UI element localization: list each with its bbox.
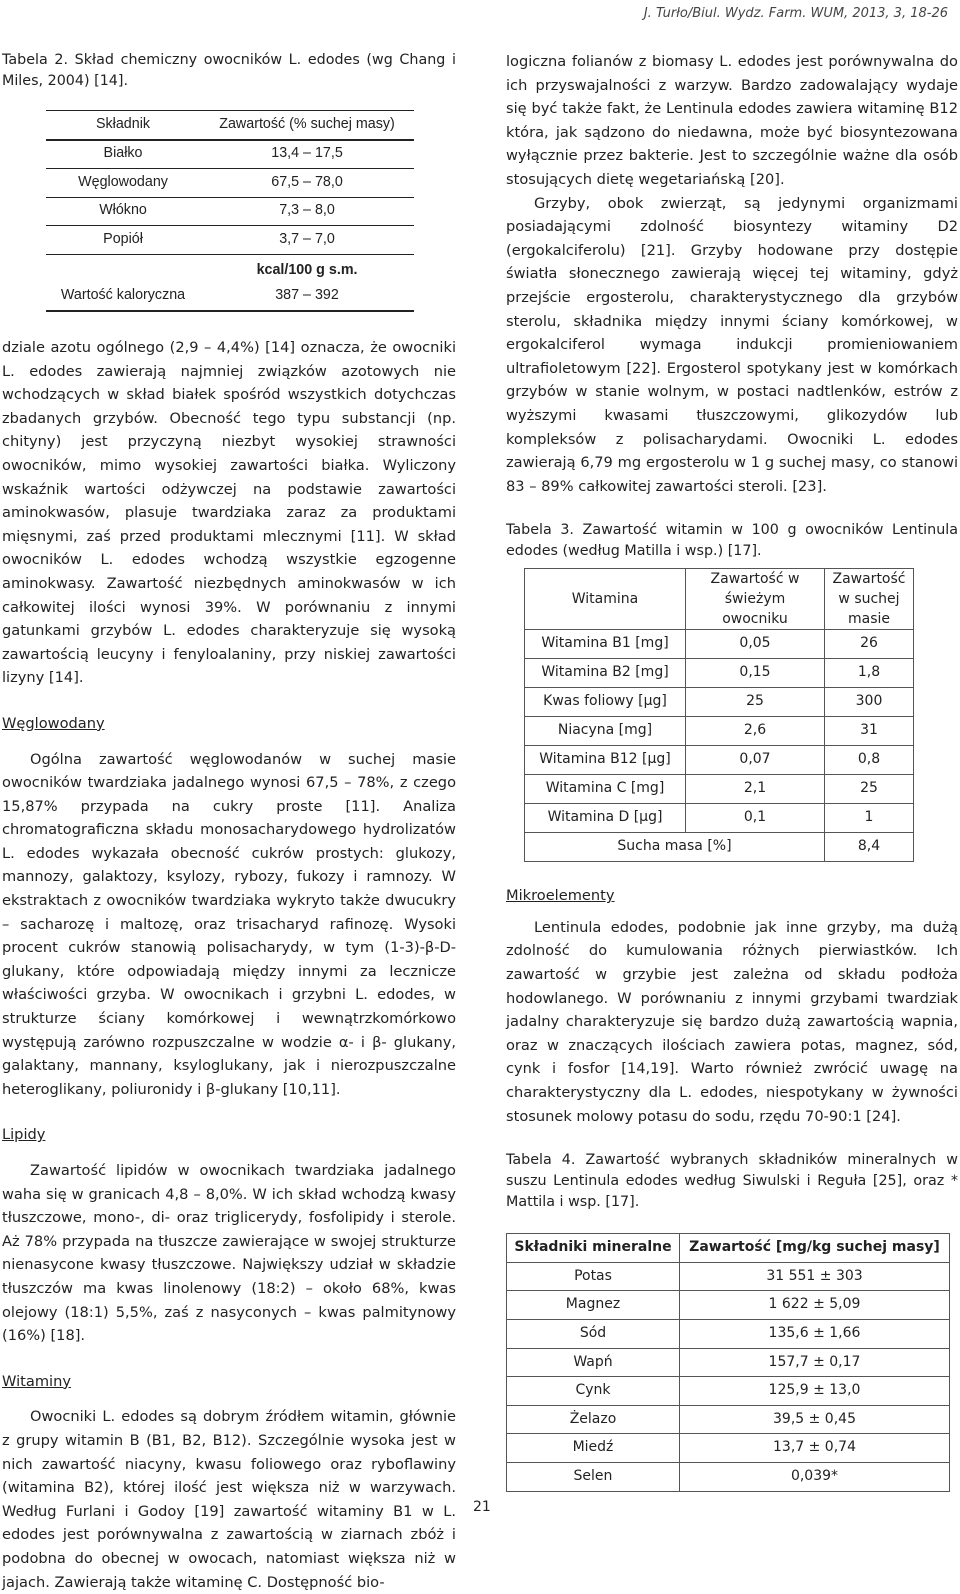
table-cell: Witamina B2 [mg] [525, 659, 686, 688]
table4 [506, 1233, 950, 1491]
table-cell: 1,8 [825, 659, 914, 688]
section-heading-vitamins: Witaminy [2, 1372, 71, 1390]
table-cell: 26 [825, 630, 914, 659]
table-cell: Popiół [46, 226, 200, 255]
table-cell: 2,6 [686, 717, 825, 746]
table-cell: Sucha masa [%] [525, 833, 825, 862]
table-cell: 1 [825, 804, 914, 833]
table4-caption: Tabela 4. Zawartość wybranych składników mineralnych w suszu Lentinula edodes według Siwulski i Reguła [25], oraz * Mattila i wsp. [17]. [506, 1152, 958, 1211]
section-heading-lipids: Lipidy [2, 1126, 46, 1144]
table-cell: Kwas foliowy [µg] [525, 688, 686, 717]
table-row [507, 1291, 950, 1320]
table-cell: Węglowodany [46, 169, 200, 198]
table-header-row [525, 569, 914, 630]
table-header-row [46, 111, 414, 140]
table-cell: 31 551 ± 303 [680, 1262, 950, 1291]
table-header-cell: Składniki mineralne [507, 1234, 680, 1263]
table-header-cell: Zawartość (% suchej masy) [200, 111, 414, 140]
table-cell: 300 [825, 688, 914, 717]
table-cell: 1 622 ± 5,09 [680, 1291, 950, 1320]
paragraph-folates: logiczna folianów z biomasy L. edodes jest porównywalna do ich przyswajalności z warzyw. Bardzo zadowalający wydaje się być także fakt, że Lentinula edodes zawiera witaminę B12 która, jak sądzono do niedawna, może być biosyntezowana wyłącznie przez bakterie. Jest to szczególnie ważne dla osób stosujących dietę wegetariańską [20]. [506, 53, 958, 188]
right-column [506, 50, 958, 1492]
paragraph-vitamins: Owocniki L. edodes są dobrym źródłem witamin, głównie z grupy witamin B (B1, B2, B12). Szczególnie wysoka jest w nich zawartość niacyny, kwasu foliowego oraz ryboflawiny (witamina B2), której ilość jest większa niż w warzywach. Według Furlani i Godoy [19] zawartość witaminy B1 w L. edodes jest porównywalna z zawartością w ziarnach zbóż i podobna do obecnej w owocach, natomiast większa niż w jajach. Zawierają także witaminę C. Dostępność bio- [2, 1408, 456, 1591]
table-row [525, 717, 914, 746]
table-cell: 31 [825, 717, 914, 746]
table-header-cell: Zawartość [mg/kg suchej masy] [680, 1234, 950, 1263]
table-cell: Witamina C [mg] [525, 775, 686, 804]
table-row [46, 283, 414, 312]
table2 [46, 110, 414, 312]
table-row [525, 804, 914, 833]
table-cell: 39,5 ± 0,45 [680, 1405, 950, 1434]
table3 [524, 568, 914, 862]
table-row [507, 1348, 950, 1377]
table-cell: Miedź [507, 1434, 680, 1463]
table-cell: Wapń [507, 1348, 680, 1377]
table-row [525, 746, 914, 775]
table-row [525, 659, 914, 688]
table-cell: 13,7 ± 0,74 [680, 1434, 950, 1463]
table-row [507, 1377, 950, 1406]
table2-caption: Tabela 2. Skład chemiczny owocników L. edodes (wg Chang i Miles, 2004) [14]. [2, 52, 456, 89]
section-heading-microelements: Mikroelementy [506, 887, 615, 905]
table-cell: 25 [825, 775, 914, 804]
table-row [525, 775, 914, 804]
table-cell: 0,039* [680, 1462, 950, 1491]
table-row [46, 254, 414, 283]
table3-caption: Tabela 3. Zawartość witamin w 100 g owocników Lentinula edodes (według Matilla i wsp.) [17]. [506, 522, 958, 560]
table-cell: 7,3 – 8,0 [200, 197, 414, 226]
table-row [525, 833, 914, 862]
table-header-row [507, 1234, 950, 1263]
table-row [507, 1320, 950, 1349]
table-cell: Białko [46, 140, 200, 169]
table-cell: Żelazo [507, 1405, 680, 1434]
section-heading-carbohydrates: Węglowodany [2, 714, 105, 732]
table-row [525, 630, 914, 659]
running-header: J. Turło/Biul. Wydz. Farm. WUM, 2013, 3, 18-26 [643, 6, 948, 21]
table-cell: 0,8 [825, 746, 914, 775]
table-cell: 0,07 [686, 746, 825, 775]
table-header-cell: Zawartość w suchej masie [825, 569, 914, 630]
table-row [46, 169, 414, 198]
table-cell: 135,6 ± 1,66 [680, 1320, 950, 1349]
table-row [46, 226, 414, 255]
table-cell: 0,05 [686, 630, 825, 659]
paragraph-microelements: Lentinula edodes, podobnie jak inne grzyby, ma dużą zdolność do kumulowania różnych pierwiastków. Ich zawartość w grzybie jest zależna od składu podłoża hodowlanego. W porównaniu z innymi grzybami twardziak jadalny charakteryzuje się bardzo dużą zawartością wapnia, oraz w znaczących ilościach zawiera potas, magnez, sód, cynk i fosfor [14,19]. Warto również zwrócić uwagę na charakterystyczny dla L. edodes, niespotykany w żywności stosunek molowy potasu do sodu, rzędu 70-90:1 [24]. [506, 918, 958, 1125]
table-cell: Witamina B1 [mg] [525, 630, 686, 659]
table-cell: 13,4 – 17,5 [200, 140, 414, 169]
table-row [46, 140, 414, 169]
table-cell: 67,5 – 78,0 [200, 169, 414, 198]
table-cell: Sód [507, 1320, 680, 1349]
kcal-unit: kcal/100 g s.m. [256, 261, 358, 278]
table-cell: Potas [507, 1262, 680, 1291]
table-cell: Witamina B12 [µg] [525, 746, 686, 775]
paragraph-vitamin-d: Grzyby, obok zwierząt, są jedynymi organizmami posiadającymi zdolność biosyntezy witaminy D2 (ergokalciferolu) [21]. Grzyby hodowane przy dostępie światła słonecznego zawierają więcej tej witaminy, gdyż przejście ergosterolu, charakterystycznego dla grzybów sterolu, składnika między innymi ściany komórkowej, w ergokalciferol wymaga indukcji promieniowaniem ultrafioletowym [22]. Ergosterol spotykany jest w komórkach grzybów w stanie wolnym, w postaci nadtlenków, estrów z wyższymi kwasami tłuszczowymi, glikozydów lub kompleksów z polisacharydami. Owocniki L. edodes zawierają 6,79 mg ergosterolu w 1 g suchej masy, co stanowi 83 – 89% całkowitej zawartości steroli. [23]. [506, 194, 958, 495]
table-cell: Niacyna [mg] [525, 717, 686, 746]
table-header-cell: Zawartość w świeżym owocniku [686, 569, 825, 630]
page-number: 21 [473, 1499, 491, 1515]
paragraph-carbohydrates: Ogólna zawartość węglowodanów w suchej masie owocników twardziaka jadalnego wynosi 67,5 – 78%, z czego 15,87% przypada na cukry proste [11]. Analiza chromatograficzna składu monosacharydowego hydrolizatów L. edodes wykazała obecność cukrów prostych: glukozy, mannozy, galaktozy, ksylozy, rybozy, fukozy i ramnozy. W ekstraktach z owocników twardziaka wykryto także dwucukry – sacharozę i maltozę, oraz trisacharyd rafinozę. Wysoki procent cukrów stanowią polisacharydy, w tym (1-3)-β-D-glukany, które odpowiadają między innymi za lecznicze właściwości grzyba. W owocnikach i grzybni L. edodes, w strukturze ściany komórkowej i wewnątrzkomórkowo występują zarówno rozpuszczalne w wodzie α- i β- glukany, galaktany, mannany, ksyloglukany, jak i nierozpuszczalne heteroglikany, poliuronidy i β-glukany [10,11]. [2, 750, 456, 1098]
table-row [507, 1405, 950, 1434]
table-cell: 125,9 ± 13,0 [680, 1377, 950, 1406]
left-column [2, 50, 456, 1594]
table-cell: Cynk [507, 1377, 680, 1406]
table-cell: 157,7 ± 0,17 [680, 1348, 950, 1377]
table-row [46, 197, 414, 226]
table-cell: Selen [507, 1462, 680, 1491]
table-header-cell: Witamina [525, 569, 686, 630]
table-cell: 3,7 – 7,0 [200, 226, 414, 255]
table-cell: 0,1 [686, 804, 825, 833]
table-cell: 25 [686, 688, 825, 717]
table-row [507, 1462, 950, 1491]
table-row [525, 688, 914, 717]
table-cell: Magnez [507, 1291, 680, 1320]
table-row [507, 1434, 950, 1463]
table-cell: Wartość kaloryczna [46, 283, 200, 312]
table-cell: Witamina D [µg] [525, 804, 686, 833]
table-header-cell: Składnik [46, 111, 200, 140]
paragraph-lipids: Zawartość lipidów w owocnikach twardziaka jadalnego waha się w granicach 4,8 – 8,0%. W ich skład wchodzą kwasy tłuszczowe, mono-, di- oraz triglicerydy, fosfolipidy i sterole. Aż 78% przypada na tłuszcze zawierające w swojej strukturze nienasycone kwasy tłuszczowe. Największy udział w składzie tłuszczów ma kwas linolenowy (18:2) – około 68%, kwas olejowy (18:1) 5,5%, zaś z nasyconych – kwas palmitynowy (16%) [18]. [2, 1162, 456, 1345]
table-cell: 2,1 [686, 775, 825, 804]
table-cell: 8,4 [825, 833, 914, 862]
table-cell: Włókno [46, 197, 200, 226]
paragraph-nitrogen: dziale azotu ogólnego (2,9 – 4,4%) [14] oznacza, że owocniki L. edodes zawierają najmniej związków azotowych nie wchodzących w skład białek spośród wszystkich dotychczas zbadanych grzybów. Obecność tego typu substancji (np. chityny) jest przyczyną niezbyt wysokiej strawności owocników, mimo wysokiej zawartości białka. Wyliczony wskaźnik wartości odżywczej na podstawie zawartości aminokwasów, plasuje twardziaka zaraz za produktami mięsnymi, zaś przed produktami mlecznymi [11]. W skład owocników L. edodes wchodzą wszystkie egzogenne aminokwasy. Zawartość niezbędnych aminokwasów w ich całkowitej ilości wynosi 39%. W porównaniu z innymi gatunkami grzybów L. edodes charakteryzuje się wysoką zawartością leucyny i fenyloalaniny, przy niskiej zawartości lizyny [14]. [2, 339, 456, 687]
table-row [507, 1262, 950, 1291]
table-cell: 387 – 392 [200, 283, 414, 312]
table-cell: 0,15 [686, 659, 825, 688]
